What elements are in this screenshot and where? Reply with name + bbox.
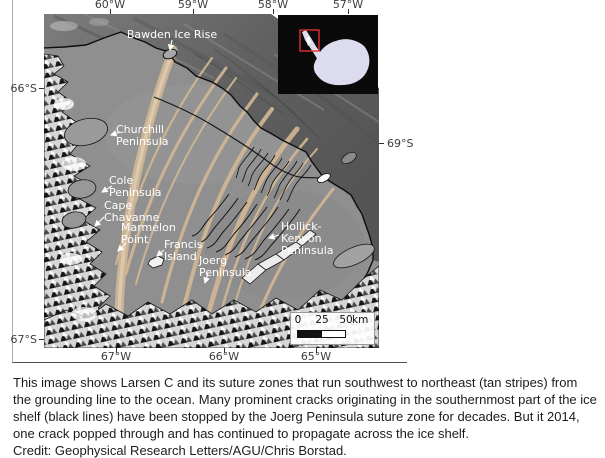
map-label-bawden-ice-rise xyxy=(117,29,227,41)
scale-bar xyxy=(290,312,375,345)
scale-unit: km xyxy=(352,314,369,326)
label-text: Kenyon xyxy=(281,232,322,245)
tick-label-65w: 65°W xyxy=(300,350,332,363)
label-text: Peninsula xyxy=(281,244,334,257)
right-tick xyxy=(379,143,384,144)
tick-label-57w: 57°W xyxy=(332,0,364,11)
label-text: Peninsula xyxy=(199,266,252,279)
figure-caption xyxy=(13,374,598,458)
map-label-cole-peninsula xyxy=(109,175,162,199)
left-tick xyxy=(39,88,44,89)
label-text: Hollick- xyxy=(281,220,322,233)
scale-bar-segment-dark xyxy=(297,330,322,338)
label-text: Joerg xyxy=(199,254,228,267)
label-text: Island xyxy=(164,250,197,263)
label-text: Churchill xyxy=(116,123,165,136)
tick-label-66w: 66°W xyxy=(208,350,240,363)
label-text: Bawden Ice Rise xyxy=(126,28,218,41)
label-text: Cole xyxy=(109,174,134,187)
map-label-francis-island xyxy=(164,239,203,263)
scale-bar-segment-light xyxy=(321,330,346,338)
scale-value-25: 25 xyxy=(315,314,329,326)
scale-value-50: 50 xyxy=(339,314,353,326)
tick-label-66s: 66°S xyxy=(10,82,37,95)
tick-label-69s: 69°S xyxy=(387,137,414,150)
tick-label-58w: 58°W xyxy=(257,0,289,11)
antarctica-inset-map xyxy=(278,15,378,94)
caption-credit: Credit: Geophysical Research Letters/AGU/Chris Borstad. xyxy=(13,443,347,458)
label-text: Cape xyxy=(104,199,133,212)
tick-label-67s: 67°S xyxy=(10,333,37,346)
left-tick xyxy=(39,339,44,340)
label-text: Chavanne xyxy=(104,211,160,224)
caption-text: This image shows Larsen C and its suture zones that run southwest to northeast (tan stripes) from the grounding line to the ocean. Many prominent cracks originating in the southernmost part of the ice shelf (black lines) have been stopped by the Joerg Peninsula suture zone for decades. But it 2014, one crack popped through and has continued to propagate across the ice shelf. xyxy=(13,375,597,441)
tick-label-60w: 60°W xyxy=(94,0,126,11)
label-text: Francis xyxy=(164,238,203,251)
map-label-joerg-peninsula xyxy=(199,255,252,279)
map-label-hollick-kenyon-peninsula xyxy=(281,221,334,257)
scale-value-0: 0 xyxy=(294,314,302,326)
label-text: Marmelon xyxy=(121,221,176,234)
larsen-c-figure xyxy=(10,0,414,363)
label-text: Point xyxy=(121,233,149,246)
label-text: Peninsula xyxy=(116,135,169,148)
label-text: Peninsula xyxy=(109,186,162,199)
tick-label-59w: 59°W xyxy=(177,0,209,11)
tick-label-67w: 67°W xyxy=(100,350,132,363)
map-label-churchill-peninsula xyxy=(116,124,169,148)
